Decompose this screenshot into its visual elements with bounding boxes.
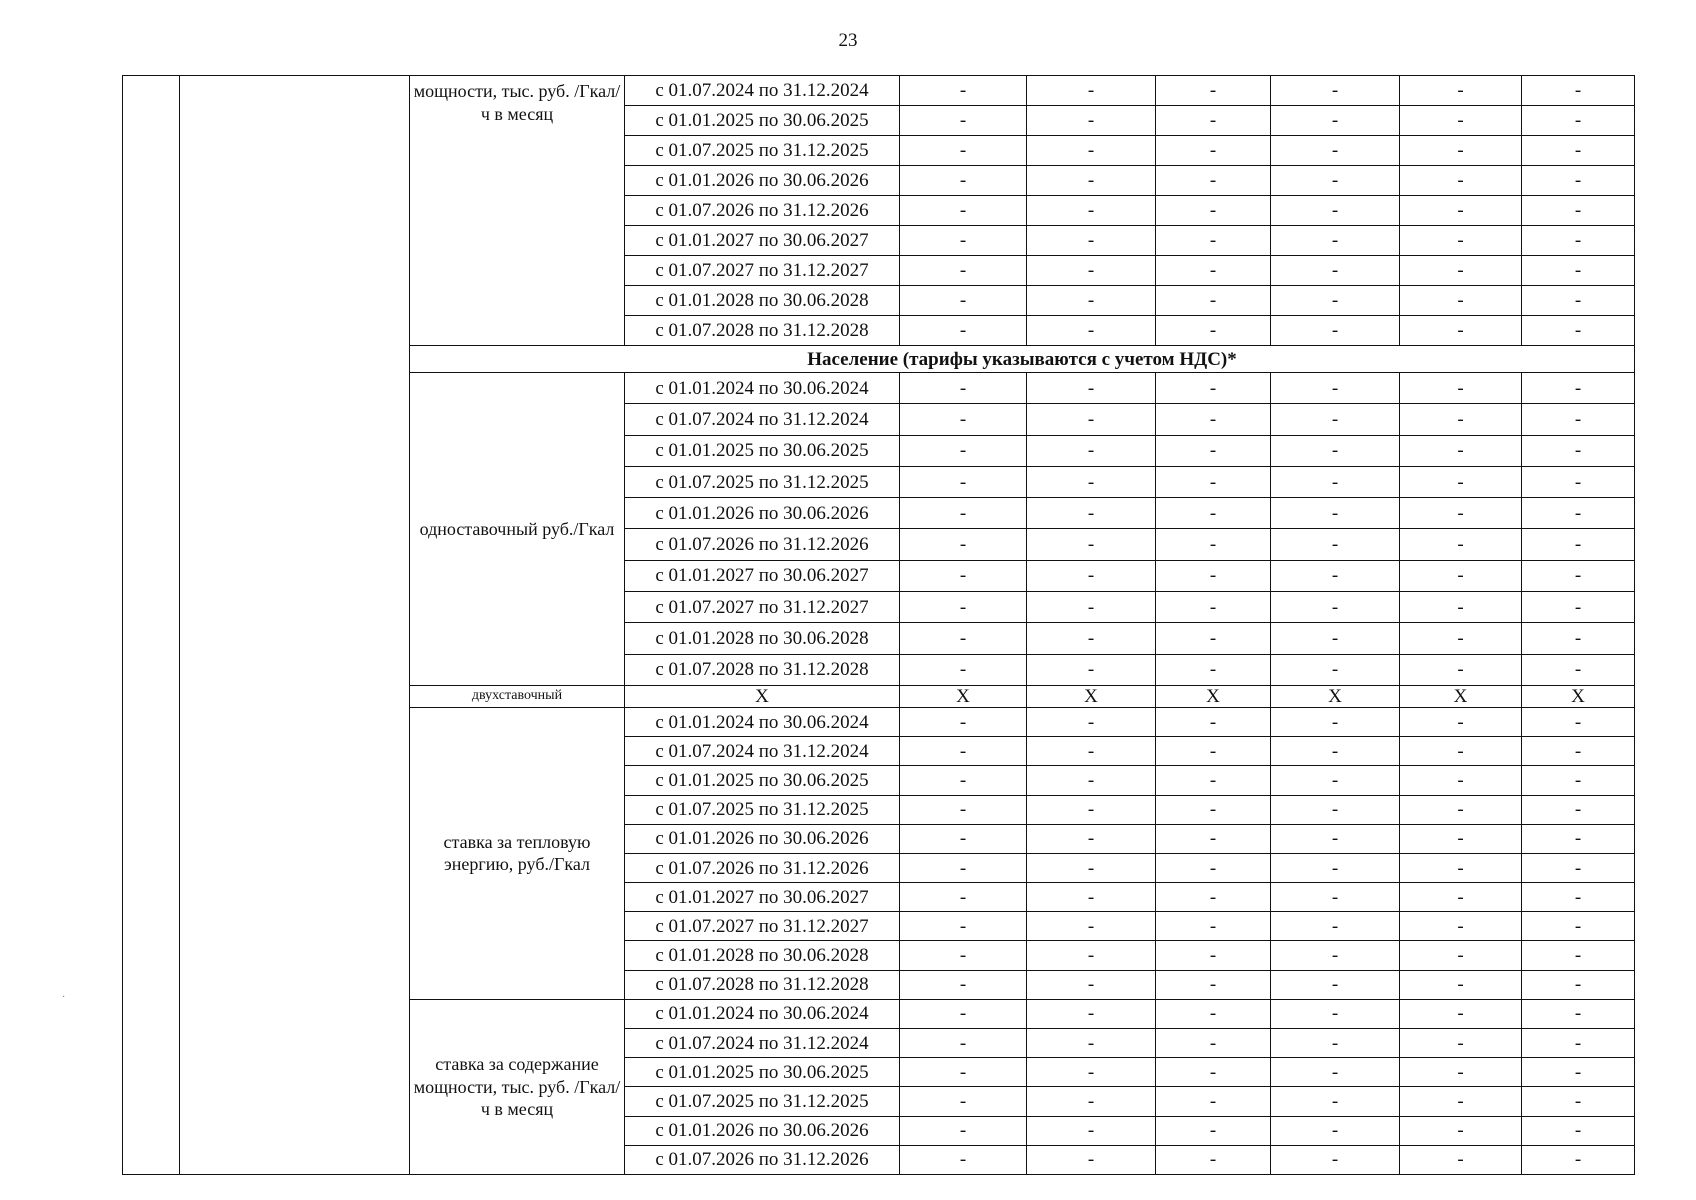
value-cell: - bbox=[1522, 76, 1635, 106]
value-cell: - bbox=[1027, 623, 1156, 654]
value-cell: - bbox=[1271, 196, 1400, 226]
value-cell: - bbox=[900, 795, 1027, 824]
value-cell: - bbox=[1400, 404, 1522, 435]
value-cell: - bbox=[1400, 196, 1522, 226]
value-cell: - bbox=[1522, 623, 1635, 654]
value-cell: - bbox=[1522, 970, 1635, 999]
value-cell: - bbox=[1027, 529, 1156, 560]
value-cell: - bbox=[1271, 166, 1400, 196]
value-cell: - bbox=[900, 1116, 1027, 1145]
period-cell: с 01.01.2026 по 30.06.2026 bbox=[625, 824, 900, 853]
value-cell: - bbox=[1156, 529, 1271, 560]
value-cell: - bbox=[1400, 941, 1522, 970]
value-cell: - bbox=[1156, 1058, 1271, 1087]
value-cell: - bbox=[1400, 136, 1522, 166]
value-cell: - bbox=[1400, 795, 1522, 824]
value-cell: - bbox=[900, 623, 1027, 654]
value-cell: - bbox=[1027, 316, 1156, 346]
period-cell: с 01.07.2026 по 31.12.2026 bbox=[625, 853, 900, 882]
value-cell: - bbox=[1522, 498, 1635, 529]
value-cell: - bbox=[900, 941, 1027, 970]
value-cell: - bbox=[1522, 435, 1635, 466]
value-cell: - bbox=[1522, 466, 1635, 497]
value-cell: - bbox=[1156, 435, 1271, 466]
value-cell: - bbox=[900, 256, 1027, 286]
value-cell: - bbox=[1156, 498, 1271, 529]
value-cell: - bbox=[1271, 766, 1400, 795]
value-cell: - bbox=[1522, 226, 1635, 256]
value-cell: - bbox=[1027, 498, 1156, 529]
value-cell: - bbox=[1400, 592, 1522, 623]
value-cell: - bbox=[1271, 435, 1400, 466]
value-cell: - bbox=[900, 1145, 1027, 1174]
value-cell: - bbox=[1027, 226, 1156, 256]
value-cell: - bbox=[1522, 106, 1635, 136]
value-cell: - bbox=[1027, 737, 1156, 766]
value-cell: - bbox=[1522, 853, 1635, 882]
value-cell: - bbox=[1271, 1087, 1400, 1116]
value-cell: - bbox=[1400, 256, 1522, 286]
value-cell: - bbox=[1522, 256, 1635, 286]
value-cell: - bbox=[1400, 1116, 1522, 1145]
value-cell: - bbox=[1027, 766, 1156, 795]
value-cell: - bbox=[1156, 970, 1271, 999]
group-label: ставка за содержание мощности, тыс. руб. /Гкал/ч в месяц bbox=[410, 999, 625, 1174]
value-cell: - bbox=[1400, 560, 1522, 591]
group-label: одноставочный руб./Гкал bbox=[410, 373, 625, 686]
value-cell: - bbox=[1156, 853, 1271, 882]
period-cell: с 01.07.2025 по 31.12.2025 bbox=[625, 1087, 900, 1116]
value-cell: - bbox=[1156, 912, 1271, 941]
value-cell: - bbox=[1027, 136, 1156, 166]
value-cell: - bbox=[1271, 136, 1400, 166]
value-cell: - bbox=[900, 136, 1027, 166]
value-cell: - bbox=[900, 1058, 1027, 1087]
period-cell: с 01.07.2026 по 31.12.2026 bbox=[625, 1145, 900, 1174]
value-cell: - bbox=[900, 707, 1027, 736]
value-cell: - bbox=[1156, 136, 1271, 166]
value-cell: - bbox=[900, 286, 1027, 316]
group-label: мощности, тыс. руб. /Гкал/ч в месяц bbox=[410, 76, 625, 346]
page-number: 23 bbox=[838, 30, 858, 51]
name-column-cell bbox=[180, 76, 410, 1175]
value-cell: - bbox=[900, 226, 1027, 256]
value-cell: - bbox=[1156, 592, 1271, 623]
value-cell: - bbox=[1156, 256, 1271, 286]
value-cell: - bbox=[1271, 106, 1400, 136]
value-cell: - bbox=[1156, 766, 1271, 795]
tariff-body bbox=[123, 76, 1635, 1175]
value-cell: - bbox=[1271, 316, 1400, 346]
value-cell: - bbox=[1400, 226, 1522, 256]
value-cell: - bbox=[900, 196, 1027, 226]
value-cell: - bbox=[1400, 654, 1522, 685]
value-cell: - bbox=[1027, 999, 1156, 1028]
value-cell: - bbox=[1522, 1087, 1635, 1116]
period-cell: с 01.01.2025 по 30.06.2025 bbox=[625, 1058, 900, 1087]
period-cell: с 01.07.2024 по 31.12.2024 bbox=[625, 76, 900, 106]
value-cell: - bbox=[1400, 529, 1522, 560]
value-cell: - bbox=[1271, 654, 1400, 685]
value-cell: - bbox=[1027, 404, 1156, 435]
value-cell: - bbox=[1271, 970, 1400, 999]
value-cell: - bbox=[1027, 466, 1156, 497]
number-column-cell bbox=[123, 76, 180, 1175]
value-cell: - bbox=[900, 435, 1027, 466]
period-cell: с 01.07.2026 по 31.12.2026 bbox=[625, 196, 900, 226]
value-cell: - bbox=[1271, 941, 1400, 970]
value-cell: - bbox=[1271, 498, 1400, 529]
value-cell: - bbox=[1027, 1029, 1156, 1058]
value-cell: - bbox=[1522, 766, 1635, 795]
value-cell: - bbox=[900, 560, 1027, 591]
section-header: Население (тарифы указываются с учетом НДС)* bbox=[410, 346, 1635, 373]
period-cell: с 01.07.2025 по 31.12.2025 bbox=[625, 466, 900, 497]
value-cell: - bbox=[1522, 560, 1635, 591]
tariff-table bbox=[122, 75, 1635, 1175]
value-cell: - bbox=[1271, 466, 1400, 497]
period-cell: с 01.01.2028 по 30.06.2028 bbox=[625, 286, 900, 316]
value-cell: - bbox=[1156, 737, 1271, 766]
value-cell: - bbox=[1027, 824, 1156, 853]
value-cell: - bbox=[1156, 999, 1271, 1028]
value-cell: - bbox=[1156, 1029, 1271, 1058]
value-cell: - bbox=[1156, 824, 1271, 853]
value-cell: - bbox=[1400, 970, 1522, 999]
period-cell: с 01.01.2028 по 30.06.2028 bbox=[625, 623, 900, 654]
value-cell: - bbox=[1271, 1145, 1400, 1174]
period-cell: с 01.07.2028 по 31.12.2028 bbox=[625, 654, 900, 685]
value-cell: - bbox=[1027, 592, 1156, 623]
value-cell: - bbox=[1027, 166, 1156, 196]
value-cell: - bbox=[1027, 1058, 1156, 1087]
period-cell: с 01.01.2024 по 30.06.2024 bbox=[625, 373, 900, 404]
period-cell: с 01.07.2027 по 31.12.2027 bbox=[625, 256, 900, 286]
value-cell: - bbox=[900, 404, 1027, 435]
value-cell: - bbox=[900, 1029, 1027, 1058]
value-cell: - bbox=[1522, 196, 1635, 226]
value-cell: - bbox=[1400, 853, 1522, 882]
value-cell: - bbox=[1522, 316, 1635, 346]
value-cell: - bbox=[1400, 373, 1522, 404]
period-cell: с 01.01.2024 по 30.06.2024 bbox=[625, 999, 900, 1028]
value-cell: - bbox=[1027, 435, 1156, 466]
value-cell: - bbox=[1027, 707, 1156, 736]
value-cell: - bbox=[1271, 76, 1400, 106]
value-cell: - bbox=[900, 466, 1027, 497]
value-cell: - bbox=[1027, 373, 1156, 404]
period-cell: с 01.01.2027 по 30.06.2027 bbox=[625, 226, 900, 256]
two-part-value: Х bbox=[1271, 685, 1400, 707]
value-cell: - bbox=[1400, 1058, 1522, 1087]
value-cell: - bbox=[900, 999, 1027, 1028]
value-cell: - bbox=[1156, 373, 1271, 404]
value-cell: - bbox=[1400, 1145, 1522, 1174]
value-cell: - bbox=[1156, 166, 1271, 196]
value-cell: - bbox=[1156, 883, 1271, 912]
value-cell: - bbox=[900, 592, 1027, 623]
value-cell: - bbox=[1156, 316, 1271, 346]
value-cell: - bbox=[1027, 256, 1156, 286]
two-part-value: Х bbox=[1156, 685, 1271, 707]
value-cell: - bbox=[1400, 106, 1522, 136]
value-cell: - bbox=[1522, 912, 1635, 941]
value-cell: - bbox=[1522, 824, 1635, 853]
value-cell: - bbox=[1271, 529, 1400, 560]
value-cell: - bbox=[1156, 466, 1271, 497]
value-cell: - bbox=[1522, 136, 1635, 166]
value-cell: - bbox=[1400, 737, 1522, 766]
value-cell: - bbox=[1522, 373, 1635, 404]
value-cell: - bbox=[1400, 1029, 1522, 1058]
value-cell: - bbox=[1271, 824, 1400, 853]
value-cell: - bbox=[1271, 373, 1400, 404]
value-cell: - bbox=[1400, 999, 1522, 1028]
value-cell: - bbox=[1271, 286, 1400, 316]
value-cell: - bbox=[1522, 1058, 1635, 1087]
value-cell: - bbox=[900, 853, 1027, 882]
value-cell: - bbox=[1027, 106, 1156, 136]
period-cell: с 01.01.2026 по 30.06.2026 bbox=[625, 1116, 900, 1145]
value-cell: - bbox=[1400, 316, 1522, 346]
value-cell: - bbox=[1156, 76, 1271, 106]
value-cell: - bbox=[1400, 76, 1522, 106]
value-cell: - bbox=[1522, 286, 1635, 316]
value-cell: - bbox=[1522, 1145, 1635, 1174]
value-cell: - bbox=[900, 529, 1027, 560]
value-cell: - bbox=[1400, 766, 1522, 795]
period-cell: с 01.07.2024 по 31.12.2024 bbox=[625, 737, 900, 766]
period-cell: с 01.07.2027 по 31.12.2027 bbox=[625, 912, 900, 941]
value-cell: - bbox=[1156, 1116, 1271, 1145]
value-cell: - bbox=[1156, 795, 1271, 824]
value-cell: - bbox=[1027, 1145, 1156, 1174]
value-cell: - bbox=[1271, 623, 1400, 654]
period-cell: с 01.01.2027 по 30.06.2027 bbox=[625, 560, 900, 591]
value-cell: - bbox=[1027, 286, 1156, 316]
value-cell: - bbox=[1156, 196, 1271, 226]
value-cell: - bbox=[1027, 654, 1156, 685]
margin-mark: · bbox=[62, 992, 66, 1003]
value-cell: - bbox=[1027, 1116, 1156, 1145]
value-cell: - bbox=[900, 766, 1027, 795]
value-cell: - bbox=[1156, 560, 1271, 591]
value-cell: - bbox=[1156, 286, 1271, 316]
value-cell: - bbox=[1271, 1029, 1400, 1058]
value-cell: - bbox=[1400, 623, 1522, 654]
value-cell: - bbox=[1271, 912, 1400, 941]
value-cell: - bbox=[900, 373, 1027, 404]
two-part-label: двухставочный bbox=[410, 685, 625, 707]
value-cell: - bbox=[900, 970, 1027, 999]
period-cell: с 01.01.2025 по 30.06.2025 bbox=[625, 435, 900, 466]
value-cell: - bbox=[1400, 1087, 1522, 1116]
period-cell: с 01.01.2026 по 30.06.2026 bbox=[625, 498, 900, 529]
value-cell: - bbox=[1522, 654, 1635, 685]
period-cell: с 01.07.2027 по 31.12.2027 bbox=[625, 592, 900, 623]
two-part-period: Х bbox=[625, 685, 900, 707]
value-cell: - bbox=[1027, 560, 1156, 591]
value-cell: - bbox=[1271, 1058, 1400, 1087]
value-cell: - bbox=[1027, 970, 1156, 999]
value-cell: - bbox=[1522, 999, 1635, 1028]
value-cell: - bbox=[1156, 1087, 1271, 1116]
value-cell: - bbox=[1027, 196, 1156, 226]
period-cell: с 01.07.2025 по 31.12.2025 bbox=[625, 136, 900, 166]
period-cell: с 01.01.2028 по 30.06.2028 bbox=[625, 941, 900, 970]
value-cell: - bbox=[1271, 737, 1400, 766]
value-cell: - bbox=[1156, 623, 1271, 654]
value-cell: - bbox=[1271, 404, 1400, 435]
value-cell: - bbox=[1522, 592, 1635, 623]
value-cell: - bbox=[1271, 226, 1400, 256]
value-cell: - bbox=[1522, 1029, 1635, 1058]
value-cell: - bbox=[1522, 404, 1635, 435]
value-cell: - bbox=[900, 883, 1027, 912]
value-cell: - bbox=[1027, 795, 1156, 824]
period-cell: с 01.07.2026 по 31.12.2026 bbox=[625, 529, 900, 560]
value-cell: - bbox=[1156, 1145, 1271, 1174]
value-cell: - bbox=[1271, 853, 1400, 882]
value-cell: - bbox=[1027, 853, 1156, 882]
period-cell: с 01.01.2025 по 30.06.2025 bbox=[625, 766, 900, 795]
value-cell: - bbox=[900, 737, 1027, 766]
value-cell: - bbox=[1271, 592, 1400, 623]
value-cell: - bbox=[1400, 824, 1522, 853]
value-cell: - bbox=[1400, 883, 1522, 912]
value-cell: - bbox=[900, 166, 1027, 196]
period-cell: с 01.01.2026 по 30.06.2026 bbox=[625, 166, 900, 196]
value-cell: - bbox=[1271, 999, 1400, 1028]
value-cell: - bbox=[1400, 166, 1522, 196]
two-part-value: Х bbox=[900, 685, 1027, 707]
value-cell: - bbox=[1156, 106, 1271, 136]
value-cell: - bbox=[1400, 435, 1522, 466]
value-cell: - bbox=[1400, 286, 1522, 316]
value-cell: - bbox=[1156, 404, 1271, 435]
value-cell: - bbox=[900, 912, 1027, 941]
two-part-value: Х bbox=[1522, 685, 1635, 707]
value-cell: - bbox=[900, 654, 1027, 685]
value-cell: - bbox=[1522, 529, 1635, 560]
period-cell: с 01.01.2025 по 30.06.2025 bbox=[625, 106, 900, 136]
period-cell: с 01.07.2025 по 31.12.2025 bbox=[625, 795, 900, 824]
value-cell: - bbox=[1027, 883, 1156, 912]
value-cell: - bbox=[1400, 466, 1522, 497]
value-cell: - bbox=[1027, 941, 1156, 970]
value-cell: - bbox=[900, 316, 1027, 346]
period-cell: с 01.07.2028 по 31.12.2028 bbox=[625, 970, 900, 999]
value-cell: - bbox=[1522, 1116, 1635, 1145]
period-cell: с 01.07.2024 по 31.12.2024 bbox=[625, 404, 900, 435]
value-cell: - bbox=[900, 106, 1027, 136]
value-cell: - bbox=[1027, 912, 1156, 941]
value-cell: - bbox=[1027, 76, 1156, 106]
value-cell: - bbox=[1522, 707, 1635, 736]
value-cell: - bbox=[1271, 707, 1400, 736]
value-cell: - bbox=[900, 498, 1027, 529]
period-cell: с 01.01.2027 по 30.06.2027 bbox=[625, 883, 900, 912]
value-cell: - bbox=[1271, 256, 1400, 286]
value-cell: - bbox=[1271, 560, 1400, 591]
value-cell: - bbox=[1522, 883, 1635, 912]
value-cell: - bbox=[1522, 941, 1635, 970]
value-cell: - bbox=[900, 76, 1027, 106]
value-cell: - bbox=[1027, 1087, 1156, 1116]
value-cell: - bbox=[1271, 883, 1400, 912]
period-cell: с 01.01.2024 по 30.06.2024 bbox=[625, 707, 900, 736]
table-row bbox=[123, 76, 1635, 106]
value-cell: - bbox=[1156, 654, 1271, 685]
value-cell: - bbox=[1271, 1116, 1400, 1145]
two-part-value: Х bbox=[1027, 685, 1156, 707]
value-cell: - bbox=[900, 824, 1027, 853]
value-cell: - bbox=[1522, 795, 1635, 824]
period-cell: с 01.07.2028 по 31.12.2028 bbox=[625, 316, 900, 346]
value-cell: - bbox=[1522, 166, 1635, 196]
value-cell: - bbox=[1156, 707, 1271, 736]
two-part-value: Х bbox=[1400, 685, 1522, 707]
value-cell: - bbox=[1156, 226, 1271, 256]
value-cell: - bbox=[1400, 498, 1522, 529]
value-cell: - bbox=[1522, 737, 1635, 766]
group-label: ставка за тепловую энергию, руб./Гкал bbox=[410, 707, 625, 999]
value-cell: - bbox=[1400, 912, 1522, 941]
value-cell: - bbox=[900, 1087, 1027, 1116]
value-cell: - bbox=[1400, 707, 1522, 736]
period-cell: с 01.07.2024 по 31.12.2024 bbox=[625, 1029, 900, 1058]
value-cell: - bbox=[1271, 795, 1400, 824]
value-cell: - bbox=[1156, 941, 1271, 970]
